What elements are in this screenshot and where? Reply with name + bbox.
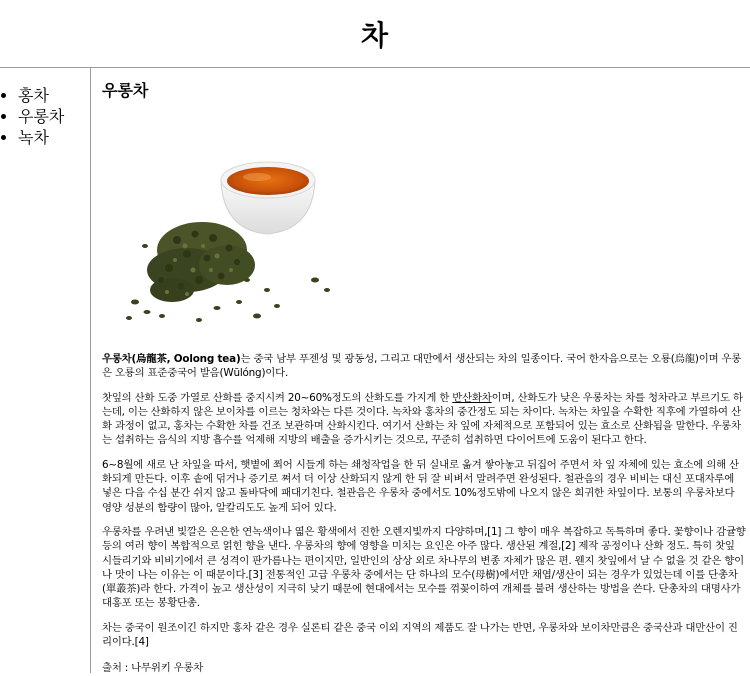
oolong-tea-image <box>117 130 342 330</box>
oxidation-paragraph <box>102 391 746 448</box>
article-term: 우롱차(烏龍茶, Oolong tea) <box>102 353 241 365</box>
oxidation-text-before: 찻잎의 산화 도중 가열로 산화를 중지시켜 20~60%정도의 산화도를 가지게 한 <box>102 391 453 404</box>
page-body <box>0 68 750 673</box>
process-paragraph: 6~8월에 새로 난 차잎을 따서, 햇볕에 쬐어 시들게 하는 쇄청작업을 한 뒤 실내로 옮겨 쌓아놓고 뒤집어 주면서 차 잎 자체에 있는 효소에 의해 산화되게 만든다. 이후 솥에 덖거나 증기로 쪄서 더 이상 산화되지 않게 한 뒤 잘 비벼서 말려주면 완성된다. 철관음의 경우 비비는 대신 포대자루에 넣은 다음 수십 분간 쉬지 않고 돌바닥에 패대기친다. 철관음은 우롱차 중에서도 10%정도밖에 나오지 않은 희귀한 차잎이다. 보통의 우롱차보다 영양 성분의 함량이 많아, 알칼리도도 높게 되어 있다. <box>102 458 739 514</box>
page-title: 차 <box>360 18 390 52</box>
nav-item-green-tea <box>18 127 90 148</box>
aroma-paragraph: 우롱차를 우려낸 빛깔은 은은한 연녹색이나 엷은 황색에서 진한 오렌지빛까지 다양하며,[1] 그 향이 매우 복잡하고 독특하며 좋다. 꽃향이나 감귤향 등의 여러 향이 복합적으로 얽힌 향을 낸다. 우롱차의 향에 영향을 미치는 요인은 아주 많다. 생산된 계절,[2] 제작 공정이나 산화 정도. 특히 찻잎 시들리기와 비비기에서 큰 성격이 판가름나는 편이지만, 일반인의 상상 외로 차나무의 변종 자체가 많은 편. 웬지 찻잎에서 날 수 없을 것 같은 향이나 맛이 나는 이유는 이 때문이다.[3] 전통적인 고급 우롱차 중에서는 단 하나의 모수(母樹)에서만 채엽/생산이 되는 경우가 있었는데 이를 단총차(單叢茶)라 한다. 가격이 높고 생산성이 지극히 낮기 때문에 현대에서는 모수를 꺾꽂이하여 개체를 불려 생산하는 방법을 쓴다. 단총차의 대명사가 대홍포 또는 봉황단총. <box>102 525 746 610</box>
nav-list <box>0 85 90 148</box>
nav-link-green-tea[interactable]: 녹차 <box>18 128 49 147</box>
intro-paragraph <box>102 352 746 381</box>
origin-paragraph: 차는 중국이 원조이긴 하지만 홍차 같은 경우 실론티 같은 중국 이외 지역의 제품도 잘 나가는 반면, 우롱차와 보이차만큼은 중국산과 대만산이 진리이다.[4] <box>102 621 738 649</box>
nav-item-oolong-tea <box>18 106 90 127</box>
article <box>91 68 750 673</box>
sidebar-nav <box>0 68 91 673</box>
article-body <box>102 352 746 676</box>
source-credit: 출처 : 나무위키 우롱차 <box>102 662 204 675</box>
nav-link-black-tea[interactable]: 홍차 <box>18 86 49 105</box>
article-heading: 우롱차 <box>102 81 149 100</box>
nav-item-black-tea <box>18 85 90 106</box>
nav-link-oolong-tea[interactable]: 우롱차 <box>18 107 65 126</box>
intro-text: 는 중국 남부 푸젠성 및 광동성, 그리고 대만에서 생산되는 차의 일종이다. 국어 한자음으로는 오룡(烏龍)이며 우롱은 오룡의 표준중국어 발음(Wūlóng)이다. <box>102 353 742 380</box>
oxidation-text-after: 이며, 산화도가 낮은 우롱차는 차를 청차라고 부르기도 하는데, 이는 산화하지 않은 보이차를 이르는 청차와는 다른 것이다. 녹차와 홍차의 중간정도 되는 차이다. 녹차는 차잎을 수확한 직후에 가열하여 산화 과정이 없고, 홍차는 수확한 차를 건조 보관하며 산화시킨다. 여기서 산화는 차 잎에 자체적으로 포함되어 있는 효소로 산화됨을 말한다. 우롱차는 섭취하는 음식의 지방 흡수를 억제해 지방의 배출을 증가시키는 것으로, 꾸준히 섭취하면 다이어트에 도움이 된다고 한다. <box>102 391 743 447</box>
page-header <box>0 0 750 68</box>
semi-oxidized-tea-link[interactable]: 반산화차 <box>452 391 492 404</box>
